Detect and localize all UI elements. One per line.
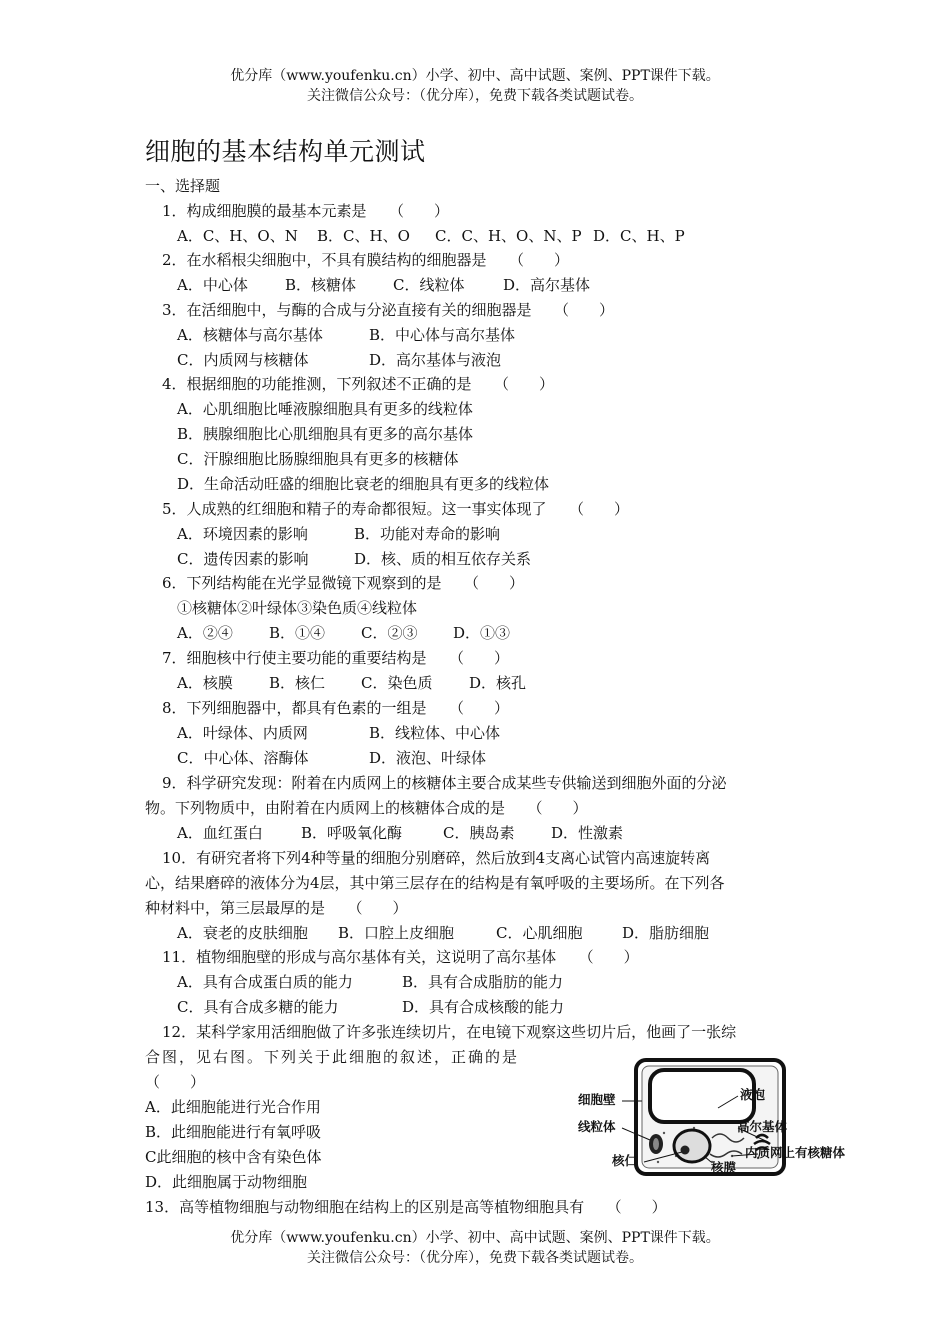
question-10-stem-line1: 10．有研究者将下列4种等量的细胞分别磨碎，然后放到4支离心试管内高速旋转离 (162, 849, 711, 867)
option-b: B．呼吸氧化酶 (301, 824, 403, 842)
question-10-options (177, 923, 709, 943)
option-a: A．中心体 (177, 276, 248, 294)
option-b: B．线粒体、中心体 (369, 724, 501, 742)
section-heading: 一、选择题 (145, 177, 221, 195)
header-line-2: 关注微信公众号：（优分库），免费下载各类试题试卷。 (307, 88, 643, 104)
option-c: C．线粒体 (393, 276, 465, 294)
question-8-options-row2 (177, 748, 486, 768)
footer-line-2: 关注微信公众号：（优分库），免费下载各类试题试卷。 (307, 1250, 643, 1266)
option-d: D．高尔基体与液泡 (369, 351, 502, 369)
option-a: A．血红蛋白 (177, 824, 263, 842)
question-10-stem-line3: 种材料中，第三层最厚的是 （ ） (145, 899, 408, 917)
question-7-stem: 7．细胞核中行使主要功能的重要结构是 （ ） (162, 649, 510, 667)
question-12-stem-line3: （ ） (145, 1073, 206, 1091)
label-er: 内质网上有核糖体 (745, 1145, 846, 1160)
option-d: D．核、质的相互依存关系 (354, 550, 532, 568)
label-nucleolus: 核仁 (612, 1153, 638, 1168)
question-12-option-c: C此细胞的核中含有染色体 (145, 1148, 322, 1166)
page-title: 细胞的基本结构单元测试 (145, 137, 426, 166)
question-11-stem: 11．植物细胞壁的形成与高尔基体有关，这说明了高尔基体 （ ） (162, 948, 639, 966)
option-c: C．具有合成多糖的能力 (177, 998, 339, 1016)
question-5-options-row1 (177, 524, 500, 544)
question-4-option-c: C．汗腺细胞比肠腺细胞具有更多的核糖体 (177, 450, 459, 468)
question-12-option-d: D．此细胞属于动物细胞 (145, 1173, 308, 1191)
question-6-stem: 6．下列结构能在光学显微镜下观察到的是 （ ） (162, 574, 525, 592)
option-d: D．具有合成核酸的能力 (402, 998, 565, 1016)
question-12-option-a: A．此细胞能进行光合作用 (145, 1098, 321, 1116)
question-1-stem: 1．构成细胞膜的最基本元素是 （ ） (162, 202, 450, 220)
question-10-stem-line2: 心，结果磨碎的液体分为4层，其中第三层存在的结构是有氧呼吸的主要场所。在下列各 (145, 874, 725, 892)
option-a: A．叶绿体、内质网 (177, 724, 308, 742)
question-4-stem: 4．根据细胞的功能推测，下列叙述不正确的是 （ ） (162, 375, 555, 393)
option-b: B．核仁 (269, 674, 326, 692)
label-nuclear-membrane: 核膜 (711, 1160, 737, 1175)
question-4-option-a: A．心肌细胞比唾液腺细胞具有更多的线粒体 (177, 400, 473, 418)
option-d: D．性激素 (551, 824, 624, 842)
option-d: D．液泡、叶绿体 (369, 749, 487, 767)
option-c: C．遗传因素的影响 (177, 550, 309, 568)
option-a: A．环境因素的影响 (177, 525, 308, 543)
question-5-stem: 5．人成熟的红细胞和精子的寿命都很短。这一事实体现了 （ ） (162, 500, 630, 518)
option-d: D．C、H、P (593, 227, 685, 245)
question-12-stem-line1: 12．某科学家用活细胞做了许多张连续切片，在电镜下观察这些切片后，他画了一张综 (162, 1023, 737, 1041)
option-b: B．口腔上皮细胞 (338, 924, 455, 942)
option-b: B．功能对寿命的影响 (354, 525, 501, 543)
option-b: B．C、H、O (317, 227, 410, 245)
option-c: C．心肌细胞 (496, 924, 583, 942)
option-c: C．染色质 (361, 674, 433, 692)
vacuole-shape (650, 1070, 754, 1122)
nucleus-shape (674, 1130, 710, 1162)
option-a: A．具有合成蛋白质的能力 (177, 973, 353, 991)
header-line-1: 优分库（www.youfenku.cn）小学、初中、高中试题、案例、PPT课件下载。 (230, 68, 720, 84)
option-c: C．C、H、O、N、P (435, 227, 582, 245)
option-b: B．中心体与高尔基体 (369, 326, 516, 344)
question-11-options-row1 (177, 972, 563, 992)
option-b: B．核糖体 (285, 276, 357, 294)
question-8-options-row1 (177, 723, 500, 743)
question-9-stem-line1: 9．科学研究发现：附着在内质网上的核糖体主要合成某些专供输送到细胞外面的分泌 (162, 774, 727, 792)
option-a: A．核膜 (177, 674, 233, 692)
option-d: D．脂肪细胞 (622, 924, 710, 942)
question-13-stem: 13．高等植物细胞与动物细胞在结构上的区别是高等植物细胞具有 （ ） (145, 1198, 667, 1216)
label-golgi: 高尔基体 (737, 1119, 788, 1134)
cell-diagram (572, 1058, 862, 1178)
option-c: C．内质网与核糖体 (177, 351, 309, 369)
option-d: D．高尔基体 (503, 276, 591, 294)
label-cell-wall: 细胞壁 (578, 1092, 616, 1107)
question-3-options-row2 (177, 350, 501, 370)
option-a: A．核糖体与高尔基体 (177, 326, 323, 344)
option-c: C．②③ (361, 624, 418, 642)
option-b: B．①④ (269, 624, 326, 642)
question-6-options (177, 623, 510, 643)
question-2-options (177, 275, 590, 295)
question-4-option-d: D．生命活动旺盛的细胞比衰老的细胞具有更多的线粒体 (177, 475, 550, 493)
question-5-options-row2 (177, 549, 531, 569)
question-9-options (177, 823, 623, 843)
question-12-stem-line2: 合图，见右图。下列关于此细胞的叙述，正确的是 (145, 1048, 520, 1066)
option-a: A．衰老的皮肤细胞 (177, 924, 308, 942)
option-c: C．胰岛素 (443, 824, 515, 842)
question-4-option-b: B．胰腺细胞比心肌细胞具有更多的高尔基体 (177, 425, 474, 443)
option-d: D．核孔 (469, 674, 527, 692)
question-12-option-b: B．此细胞能进行有氧呼吸 (145, 1123, 322, 1141)
option-c: C．中心体、溶酶体 (177, 749, 309, 767)
nucleolus-shape (681, 1146, 690, 1155)
option-a: A．C、H、O、N (177, 227, 298, 245)
label-mitochondria: 线粒体 (578, 1119, 616, 1134)
question-8-stem: 8．下列细胞器中，都具有色素的一组是 （ ） (162, 699, 510, 717)
question-2-stem: 2．在水稻根尖细胞中，不具有膜结构的细胞器是 （ ） (162, 251, 570, 269)
question-3-stem: 3．在活细胞中，与酶的合成与分泌直接有关的细胞器是 （ ） (162, 301, 615, 319)
option-a: A．②④ (177, 624, 233, 642)
question-11-options-row2 (177, 997, 564, 1017)
question-7-options (177, 673, 526, 693)
footer-line-1: 优分库（www.youfenku.cn）小学、初中、高中试题、案例、PPT课件下载。 (230, 1230, 720, 1246)
option-d: D．①③ (453, 624, 511, 642)
option-b: B．具有合成脂肪的能力 (402, 973, 564, 991)
question-6-items: ①核糖体②叶绿体③染色质④线粒体 (177, 599, 418, 617)
question-9-stem-line2: 物。下列物质中，由附着在内质网上的核糖体合成的是 （ ） (145, 799, 588, 817)
label-vacuole: 液泡 (740, 1087, 766, 1102)
question-1-options (177, 226, 685, 246)
question-3-options-row1 (177, 325, 515, 345)
